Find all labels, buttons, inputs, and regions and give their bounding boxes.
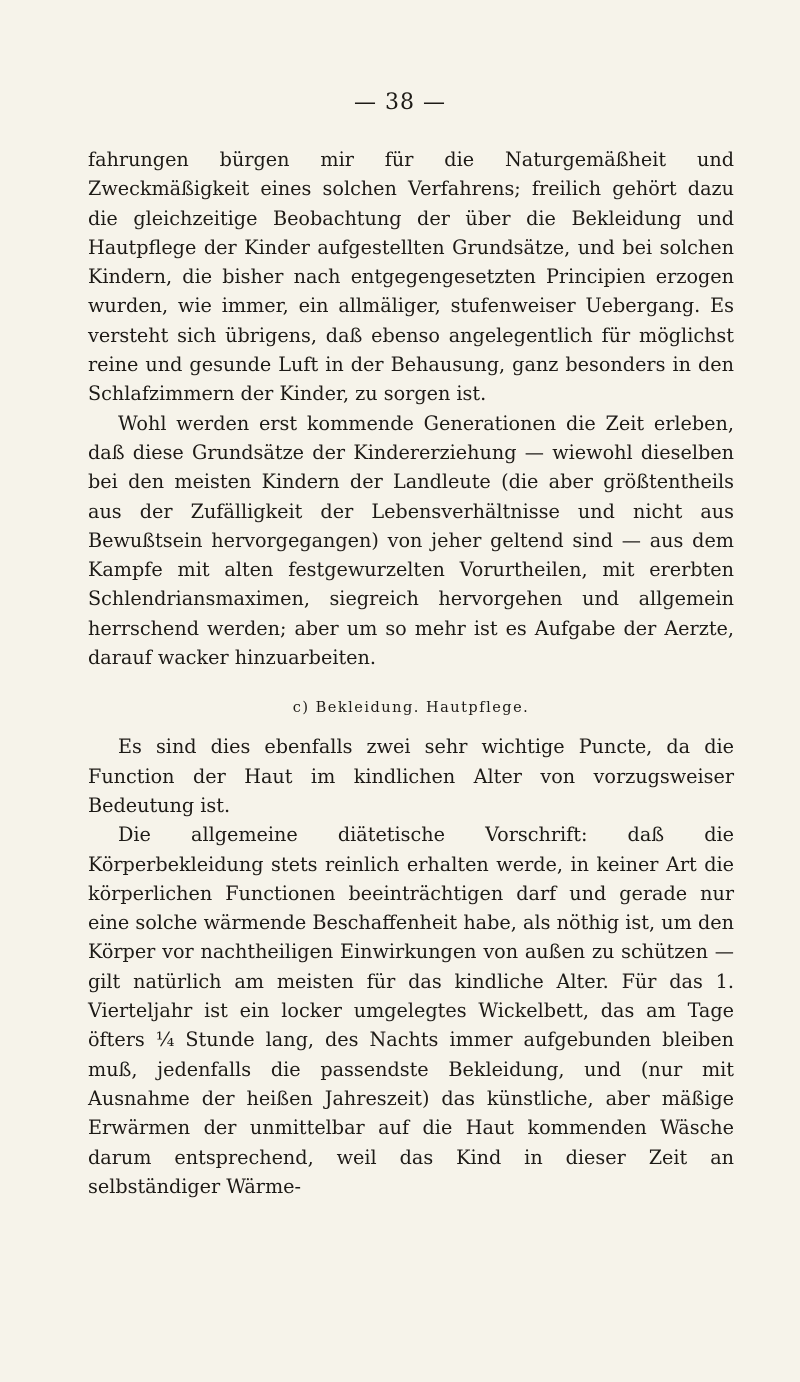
paragraph: Es sind dies ebenfalls zwei sehr wichtige Puncte, da die Function der Haut im kindlichen Alter von vorzugsweiser Bedeutung ist. [88, 735, 734, 817]
body-text [88, 145, 734, 1201]
paragraph: Wohl werden erst kommende Generationen die Zeit erleben, daß diese Grundsätze der Kindererziehung — wiewohl dieselben bei den meisten Kindern der Landleute (die aber größtentheils aus der Zufälligkeit der Lebensverhältnisse und nicht aus Bewußtsein hervorgegangen) von jeher geltend sind — aus dem Kampfe mit alten festgewurzelten Vorurtheilen, mit ererbten Schlendriansmaximen, siegreich hervorgehen und allgemein herrschend werden; aber um so mehr ist es Aufgabe der Aerzte, darauf wacker hinzuarbeiten. [88, 411, 734, 670]
page-number: — 38 — [354, 90, 446, 115]
paragraph: fahrungen bürgen mir für die Naturgemäßheit und Zweckmäßigkeit eines solchen Verfahrens; freilich gehört dazu die gleichzeitige Beobachtung der über die Bekleidung und Hautpflege der Kinder aufgestellten Grundsätze, und bei solchen Kindern, die bisher nach entgegengesetzten Principien erzogen wurden, wie immer, ein allmäliger, stufenweiser Uebergang. Es versteht sich übrigens, daß ebenso angelegentlich für möglichst reine und gesunde Luft in der Behausung, ganz besonders in den Schlafzimmern der Kinder, zu sorgen ist. [88, 148, 734, 406]
section-heading: c) Bekleidung. Hautpflege. [292, 700, 530, 717]
paragraph: Die allgemeine diätetische Vorschrift: daß die Körperbekleidung stets reinlich erhalten werde, in keiner Art die körperlichen Functionen beeinträchtigen darf und gerade nur eine solche wärmende Beschaffenheit habe, als nöthig ist, um den Körper vor nachtheiligen Einwirkungen von außen zu schützen — gilt natürlich am meisten für das kindliche Alter. Für das 1. Vierteljahr ist ein locker umgelegtes Wickelbett, das am Tage öfters ¼ Stunde lang, des Nachts immer aufgebunden bleiben muß, jedenfalls die passendste Bekleidung, und (nur mit Ausnahme der heißen Jahreszeit) das künstliche, aber mäßige Erwärmen der unmittelbar auf die Haut kommenden Wäsche darum entsprechend, weil das Kind in dieser Zeit an selbständiger Wärme- [88, 823, 734, 1198]
